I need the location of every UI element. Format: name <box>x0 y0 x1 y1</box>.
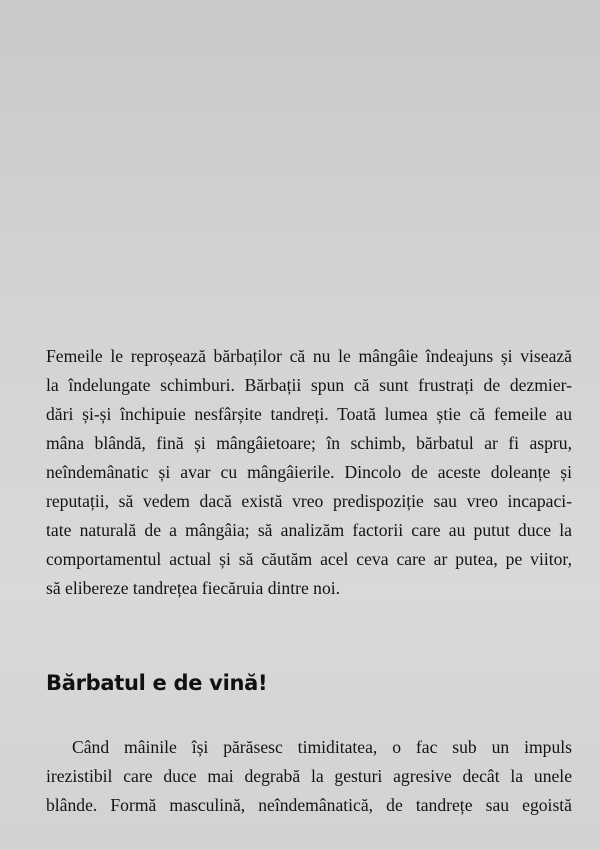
paragraph-line: blânde. Formă masculină, neîndemânatică, de tandrețe sau egoistă <box>46 795 572 815</box>
paragraph-line: dări și-și închipuie nesfârșite tandreți. Toată lumea știe că femeile au <box>46 404 572 424</box>
paragraph-line: neîndemânatic și avar cu mângâierile. Dincolo de aceste doleanțe și <box>46 462 572 482</box>
bleed-through-text <box>18 12 438 320</box>
section-heading: Bărbatul e de vină! <box>46 671 268 695</box>
paragraph-line: Femeile le reproșează bărbaților că nu le mângâie îndeajuns și visează <box>46 346 572 366</box>
paragraph-line: tate naturală de a mângâia; să analizăm factorii care au putut duce la <box>46 520 572 540</box>
paragraph-line: comportamentul actual și să căutăm acel ceva care ar putea, pe viitor, <box>46 549 572 569</box>
paragraph-line: Când mâinile își părăsesc timiditatea, o fac sub un impuls <box>72 737 572 757</box>
paragraph-line: irezistibil care duce mai degrabă la gesturi agresive decât la unele <box>46 766 572 786</box>
paragraph-line: să elibereze tandrețea fiecăruia dintre noi. <box>46 578 341 598</box>
paragraph-line: reputații, să vedem dacă există vreo predispoziție sau vreo incapaci- <box>46 491 572 511</box>
paragraph-line: la îndelungate schimburi. Bărbații spun că sunt frustrați de dezmier- <box>46 375 572 395</box>
paragraph-2 <box>46 733 572 820</box>
paragraph-line: mâna blândă, fină și mângâietoare; în schimb, bărbatul ar fi aspru, <box>46 433 572 453</box>
paragraph-1 <box>46 342 572 603</box>
